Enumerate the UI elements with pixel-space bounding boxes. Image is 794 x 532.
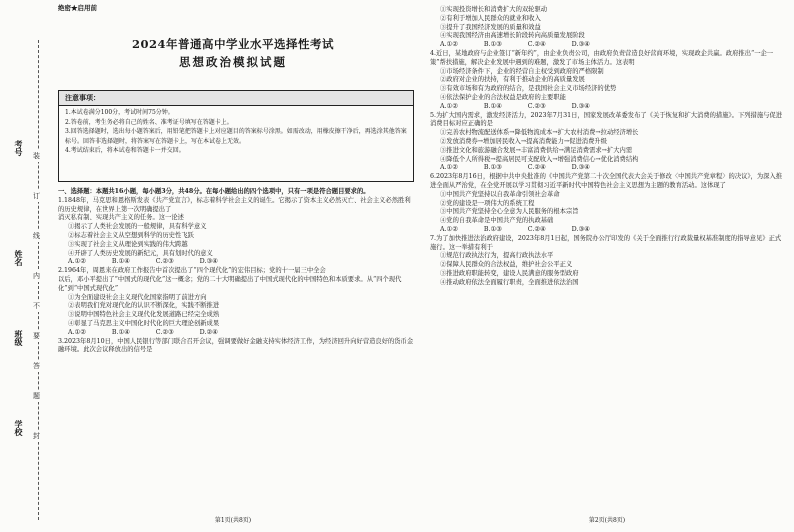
question-option: ①完善农村物流配送体系→降低物流成本→扩大农村消费→拉动经济增长	[440, 129, 639, 137]
questions-left	[58, 188, 414, 355]
binding-char: 订	[33, 192, 40, 200]
binding-label-class: 班级	[14, 330, 24, 346]
question-option: ②有利于增加人民群众的就业和收入	[440, 14, 541, 22]
answer-choices: A.①② B.①④ C.②③ D.②④	[68, 328, 218, 336]
binding-char: 装	[33, 152, 40, 160]
question-option: ④实现我国经济由高速增长阶段转向高质量发展阶段	[440, 32, 585, 40]
binding-label-name: 姓名	[14, 250, 24, 266]
notice-heading: 注意事项：	[59, 91, 413, 106]
question-option: ①实现投资增长和消费扩大的双轮驱动	[440, 6, 548, 13]
page-footer: 第1页(共8页)	[214, 517, 252, 525]
question-text: 5.为扩大国内需求，激发经济活力，2023年7月31日，国家发展改革委发布了《关于恢复和扩大消费的措施》。下列措施与促进消费目标对应正确的是	[430, 111, 783, 128]
question-text: 6.2023年8月16日，根据中共中央批准的《中国共产党第二十次全国代表大会关于修改〈中国共产党章程〉的决议》，为深入推进全面从严治党，在全党开展以学习贯彻习近平新时代中国特色社会主义思想为主题的教育活动。这体现了	[430, 173, 783, 189]
answer-choices: A.①② B.①④ C.②③ D.③④	[440, 102, 590, 110]
question-text: 消灭私有制、实现共产主义的任务。这一论述	[58, 214, 184, 222]
binding-label-exam-number: 考号	[14, 140, 24, 156]
question-option: ②发放消费券→增加居民收入→提高消费能力→促进消费升级	[440, 137, 607, 145]
binding-char: 内	[33, 272, 40, 280]
page-1	[52, 0, 414, 532]
binding-char: 封	[33, 432, 40, 440]
questions-right	[430, 6, 786, 288]
question-option: ③实现了社会主义从理论到实践的伟大跨越	[68, 240, 188, 248]
question-option: ④依法保护企业的合法权益是政府的主要职能	[440, 93, 566, 101]
question-option: ③提升了我国经济发展的质量和效益	[440, 23, 541, 31]
question-text: 以后，邓小平提出了“中国式的现代化”这一概念；党的二十大明确提出了中国式现代化的中国特色和本质要求。从“四个现代化”到“中国式现代化”	[58, 275, 402, 292]
binding-char: 答	[33, 362, 40, 370]
notice-line: 2.答卷前，考生务必将自己的姓名、准考证号填写在答题卡上。	[65, 118, 233, 126]
question-text: 1.1848年，马克思和恩格斯发表《共产党宣言》，标志着科学社会主义的诞生。它揭示了资本主义必然灭亡、社会主义必然胜利的历史规律，在世界上第一次明确提出了	[58, 196, 411, 213]
answer-choices: A.①② B.①③ C.②④ D.③④	[440, 41, 590, 49]
binding-margin	[0, 0, 48, 532]
question-option: ②政府对企业的扶持，有利于推动企业的高质量发展	[440, 76, 585, 84]
question-option: ③说明中国特色社会主义现代化发展道路已经完全成熟	[68, 311, 220, 319]
answer-choices: A.①② B.①③ C.②④ D.③④	[440, 225, 590, 233]
secret-mark: 绝密★启用前	[58, 4, 97, 12]
binding-char: 要	[33, 332, 40, 340]
binding-char: 线	[33, 232, 40, 240]
question-text: 3.2023年8月10日，中国人民银行等部门联合召开会议，强调要做好金融支持实体经济工作，为经济回升向好营造良好的货币金融环境。此次会议释放出的信号是	[58, 337, 414, 354]
notice-line: 4.考试结束后，将本试卷和答题卡一并交回。	[65, 147, 185, 154]
section-instruction: 一、选择题：本题共16小题，每小题3分，共48分。在每小题给出的四个选项中，只有一项是符合题目要求的。	[58, 188, 370, 195]
question-option: ①规范行政执法行为，提高行政执法水平	[440, 252, 554, 260]
notice-box	[58, 90, 414, 182]
question-option: ①市场经济条件下，企业的经营自主权受到政府的严格限制	[440, 67, 604, 75]
question-option: ②党的建设是一项伟大的系统工程	[440, 199, 535, 207]
binding-label-school: 学校	[14, 420, 24, 436]
exam-subtitle: 思想政治模拟试题	[179, 55, 287, 69]
question-option: ②表明我们党对现代化的认识不断深化，实践不断推进	[68, 302, 220, 310]
question-option: ②保障人民群众的合法权益，维护社会公平正义	[440, 261, 573, 269]
notice-body	[59, 106, 413, 158]
page-2	[426, 0, 788, 532]
question-option: ①为全面建设社会主义现代化国家指明了前进方向	[68, 293, 207, 301]
answer-choices: A.①② B.①③ C.②④ D.③④	[440, 164, 590, 172]
exam-title: 2024年普通高中学业水平选择性考试	[131, 37, 334, 51]
question-text: 4.近日，某地政府与企业签订“新年约”，由企业负责公司，由政府负责营造良好营商环境，实现政企共赢。政府推出“一企一策”帮扶措施，解决企业发展中遇到的难题，激发了市场主体活力。这表明	[430, 49, 774, 66]
question-option: ③推进政府职能转变，建设人民满意的服务型政府	[440, 269, 579, 277]
question-option: ①揭示了人类社会发展的一般规律，具有科学意义	[68, 223, 207, 231]
question-option: ④降低个人所得税→提高居民可支配收入→增强消费信心→优化消费结构	[440, 155, 639, 163]
page-footer: 第2页(共8页)	[588, 517, 626, 525]
binding-char: 不	[33, 302, 40, 310]
binding-char: 题	[33, 392, 40, 400]
question-option: ②标志着社会主义从空想到科学的历史性飞跃	[68, 231, 194, 239]
question-option: ④开辟了人类历史发展的新纪元，具有划时代的意义	[68, 249, 213, 257]
answer-choices: A.①② B.①④ C.②③ D.③④	[68, 258, 218, 266]
question-option: ③中国共产党坚持全心全意为人民服务的根本宗旨	[440, 208, 579, 216]
question-option: ①中国共产党坚持以自我革命引领社会革命	[440, 190, 560, 198]
question-option: ③有效市场和有为政府的结合，是我国社会主义市场经济的优势	[440, 85, 617, 93]
question-option: ③推进文化和旅游融合发展→丰富消费供给→满足消费需求→扩大内需	[440, 146, 633, 154]
question-option: ④党的自我革命是中国共产党的执政基础	[440, 217, 554, 225]
question-text: 2.1964年，周恩来在政府工作报告中首次提出了“四个现代化”的宏伟目标；党的十一届三中全会	[58, 267, 326, 275]
question-option: ④彰显了马克思主义中国化时代化的巨大理论创新成果	[68, 319, 220, 327]
question-option: ④推动政府依法全面履行职责，全面推进依法治国	[440, 278, 579, 286]
notice-line: 3.回答选择题时，选出每小题答案后，用铅笔把答题卡上对应题目的答案标号涂黑。如需改动，用橡皮擦干净后，再选涂其他答案标号。回答非选择题时，将答案写在答题卡上，写在本试卷上无效。	[65, 128, 407, 145]
question-text: 7.为了加快推进法治政府建设，2023年8月1日起，国务院办公厅印发的《关于全面推行行政裁量权基准制度的指导意见》正式施行。这一举措有利于	[430, 234, 782, 251]
notice-line: 1.本试卷满分100分，考试时间75分钟。	[65, 109, 174, 116]
